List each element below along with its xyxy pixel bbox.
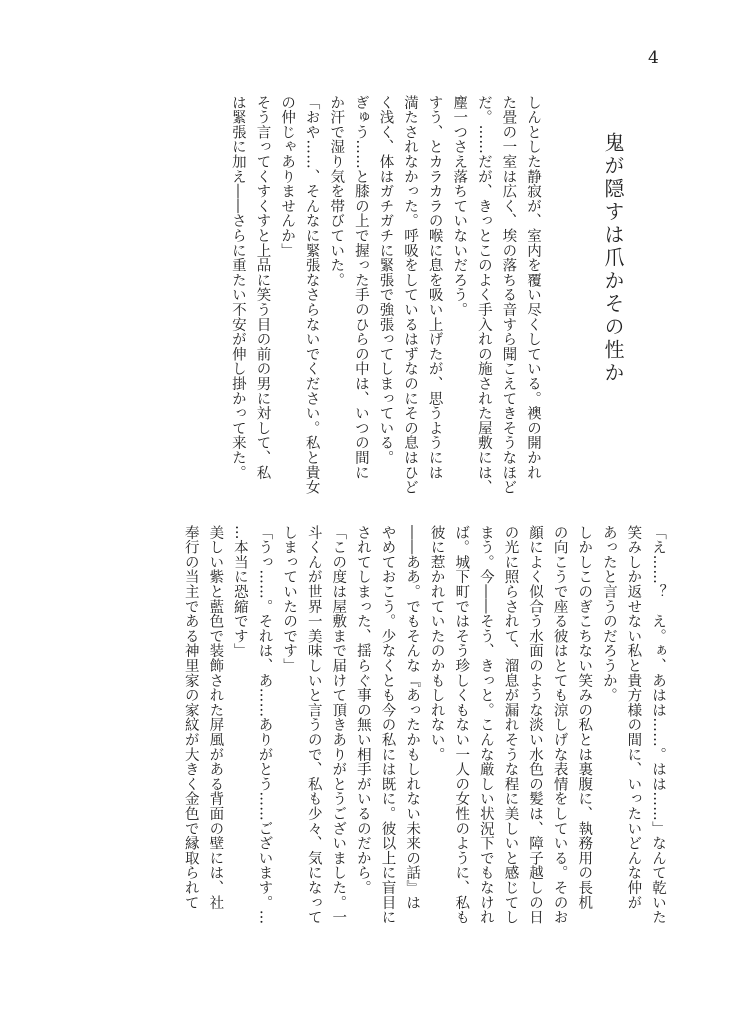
text-line: されてしまった、揺らぐ事の無い相手がいるのだから。 <box>354 525 371 895</box>
chapter-title: 鬼が隠すは爪かその性か <box>601 132 625 385</box>
text-line: しかしこのぎこちない笑みの私とは裏腹に、執務用の長机 <box>576 525 593 910</box>
text-line: …本当に恐縮です」 <box>231 525 248 659</box>
text-line: の光に照らされて、溜息が漏れそうな程に美しいと感じてし <box>502 525 519 925</box>
text-line: く浅く、体はガチガチに緊張で強張ってしまっている。 <box>377 95 394 465</box>
text-line: の仲じゃありませんか」 <box>279 95 296 258</box>
upper-text-block <box>150 95 545 505</box>
text-line: 斗くんが世界一美味しいと言うので、私も少々、気になって <box>305 525 322 925</box>
text-line: 奉行の当主である神里家の家紋が大きく金色で縁取られて <box>182 525 199 910</box>
text-line: ぎゅう……と膝の上で握った手のひらの中は、いつの間に <box>352 95 369 480</box>
text-line: 彼に惹かれていたのかもしれない。 <box>428 525 445 762</box>
lower-text-block <box>150 525 670 950</box>
text-line: の向こうで座る彼はとても涼しげな表情をしている。そのお <box>551 525 568 925</box>
text-line: 満たされなかった。呼吸をしているはずなのにその息はひど <box>402 95 419 495</box>
text-line: やめておこう。少なくとも今の私には既に。彼以上に盲目に <box>379 525 396 925</box>
text-line: は緊張に加え――さらに重たい不安が伸し掛かって来た。 <box>229 95 246 480</box>
text-line: 美しい紫と藍色で装飾された屏風がある背面の壁には、社 <box>207 525 224 910</box>
text-line: 「この度は屋敷まで届けて頂きありがとうございました。一 <box>330 525 347 925</box>
text-line: 塵一つさえ落ちていないだろう。 <box>451 95 468 317</box>
text-line: 「え……？ え。ぁ、あはは……。はは……」なんて乾いた <box>650 525 666 925</box>
text-line: そう言ってくすくすと上品に笑う目の前の男に対して、私 <box>254 95 271 480</box>
text-line: 顔によく似合う水面のような淡い水色の髪は、障子越しの日 <box>527 525 544 925</box>
page-number: 4 <box>648 48 659 68</box>
text-line: しんとした静寂が、室内を覆い尽くしている。襖の開かれ <box>525 95 541 480</box>
text-line: しまっていたのです」 <box>281 525 298 673</box>
text-line: 「おや……、そんなに緊張なさらないでください。私と貴女 <box>303 95 320 495</box>
text-line: た畳の一室は広く、埃の落ちる音すら聞こえてきそうなほど <box>500 95 517 495</box>
text-line: まう。今――そう、きっと。こんな厳しい状況下でもなけれ <box>477 525 494 925</box>
text-line: だ。……だが、きっとこのよく手入れの施された屋敷には、 <box>475 95 492 495</box>
text-line: ――ああ。でもそんな『あったかもしれない未来の話』は <box>404 525 421 910</box>
text-line: あったと言うのだろうか。 <box>600 525 617 703</box>
text-line: すう、とカラカラの喉に息を吸い上げたが、思うようには <box>426 95 443 480</box>
text-line: ば。城下町ではそう珍しくもない一人の女性のように、私も <box>453 525 470 925</box>
text-line: 笑みしか返せない私と貴方様の間に、いったいどんな仲が <box>625 525 642 910</box>
text-line: 「うっ……。それは、あ……ありがとう……ございます。… <box>256 525 273 925</box>
text-line: か汗で湿り気を帯びていた。 <box>328 95 345 288</box>
